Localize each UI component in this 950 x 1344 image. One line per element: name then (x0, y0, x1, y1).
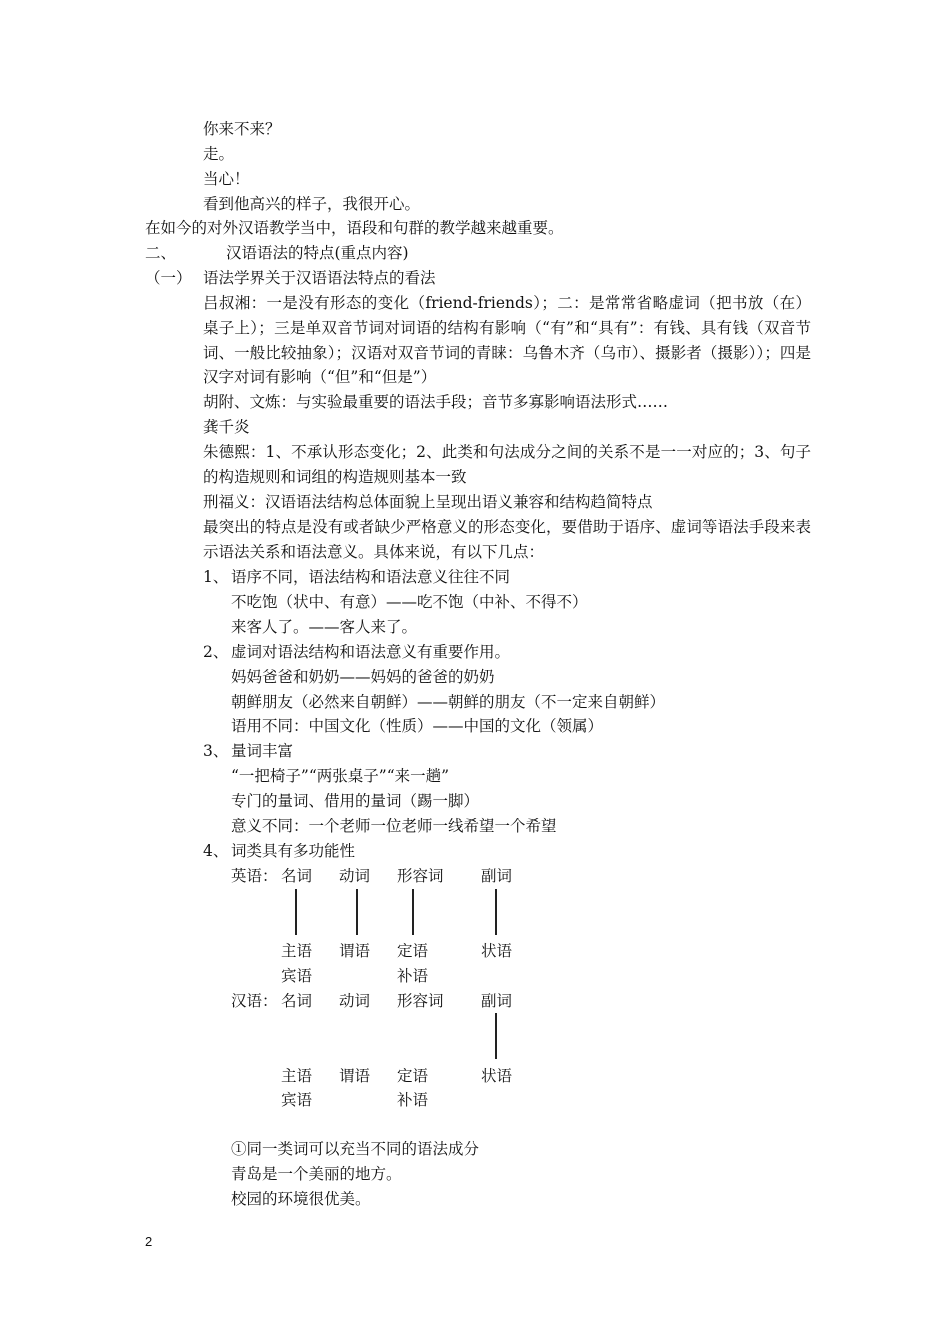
role-subject: 主语 (281, 1067, 313, 1085)
role-adverbial: 状语 (481, 1067, 513, 1085)
point-number: 3、 (203, 742, 229, 760)
connector-line (412, 889, 414, 935)
subsection-title: 语法学界关于汉语语法特点的看法 (203, 269, 436, 287)
point-number: 1、 (203, 568, 229, 586)
zhu-dexi-view: 朱德熙：1、不承认形态变化；2、此类和句法成分之间的关系不是一一对应的；3、句子的构造规则和词组的构造规则基本一致 (203, 443, 811, 486)
point-title: 虚词对语法结构和语法意义有重要作用。 (231, 643, 511, 661)
point-example: 语用不同：中国文化（性质）——中国的文化（领属） (231, 717, 604, 735)
role-object: 宾语 (281, 967, 313, 985)
point-number: 4、 (203, 842, 229, 860)
point-title: 语序不同，语法结构和语法意义往往不同 (231, 568, 511, 586)
pos-verb: 动词 (339, 867, 371, 885)
role-predicate: 谓语 (339, 942, 371, 960)
role-subject: 主语 (281, 942, 313, 960)
example-line: 当心！ (203, 170, 250, 188)
xing-fuyi-view: 刑福义：汉语语法结构总体面貌上呈现出语义兼容和结构趋简特点 (203, 493, 653, 511)
role-object: 宾语 (281, 1091, 313, 1109)
page-number: 2 (145, 1234, 153, 1249)
example-line: 走。 (203, 145, 235, 163)
chinese-label: 汉语： (231, 992, 278, 1010)
pos-adverb: 副词 (481, 992, 513, 1010)
pos-noun: 名词 (281, 867, 313, 885)
pos-adverb: 副词 (481, 867, 513, 885)
pos-verb: 动词 (339, 992, 371, 1010)
pos-adjective: 形容词 (397, 992, 444, 1010)
point-example: 意义不同：一个老师一位老师一线希望一个希望 (231, 817, 557, 835)
connector-line (495, 889, 497, 935)
main-characteristic: 最突出的特点是没有或者缺少严格意义的形态变化，要借助于语序、虚词等语法手段来表示语法关系和语法意义。具体来说，有以下几点： (203, 518, 811, 561)
role-attributive: 定语 (397, 1067, 429, 1085)
gong-qianyan-view: 龚千炎 (203, 418, 250, 436)
point-example: 妈妈爸爸和奶奶——妈妈的爸爸的奶奶 (231, 668, 495, 686)
section-number: 二、 (145, 244, 177, 262)
body-text: 在如今的对外汉语教学当中，语段和句群的教学越来越重要。 (145, 219, 564, 237)
section-title: 汉语语法的特点(重点内容) (226, 244, 409, 262)
sub-point-title: ①同一类词可以充当不同的语法成分 (231, 1140, 480, 1158)
role-complement: 补语 (397, 967, 429, 985)
english-label: 英语： (231, 867, 278, 885)
point-number: 2、 (203, 643, 229, 661)
example-line: 看到他高兴的样子，我很开心。 (203, 195, 421, 213)
point-title: 量词丰富 (231, 742, 294, 760)
pos-adjective: 形容词 (397, 867, 444, 885)
point-example: 来客人了。——客人来了。 (231, 618, 418, 636)
example-sentence: 青岛是一个美丽的地方。 (231, 1165, 402, 1183)
example-sentence: 校园的环境很优美。 (231, 1190, 371, 1208)
subsection-number: （一） (145, 269, 192, 287)
point-example: 专门的量词、借用的量词（踢一脚） (231, 792, 480, 810)
role-adverbial: 状语 (481, 942, 513, 960)
point-title: 词类具有多功能性 (231, 842, 356, 860)
point-example: 不吃饱（状中、有意）——吃不饱（中补、不得不） (231, 593, 588, 611)
lv-shuxiang-view: 吕叔湘：一是没有形态的变化（friend-friends）；二：是常常省略虚词（把书放（在）桌子上）；三是单双音节词对词语的结构有影响（“有”和“具有”：有钱、具有钱（双音节词、一般比较抽象）；汉语对双音节词的青睐：乌鲁木齐（乌市）、摄影者（摄影））；四是汉字对词有影响（“但”和“但是”） (203, 294, 811, 387)
connector-line (295, 889, 297, 935)
point-example: “一把椅子”“两张桌子”“来一趟” (231, 767, 450, 785)
example-line: 你来不来？ (203, 120, 281, 138)
hufu-wenlian-view: 胡附、文炼：与实验最重要的语法手段；音节多寡影响语法形式…… (203, 393, 669, 411)
role-attributive: 定语 (397, 942, 429, 960)
role-complement: 补语 (397, 1091, 429, 1109)
connector-line (495, 1013, 497, 1059)
pos-noun: 名词 (281, 992, 313, 1010)
role-predicate: 谓语 (339, 1067, 371, 1085)
point-example: 朝鲜朋友（必然来自朝鲜）——朝鲜的朋友（不一定来自朝鲜） (231, 693, 666, 711)
connector-line (356, 889, 358, 935)
